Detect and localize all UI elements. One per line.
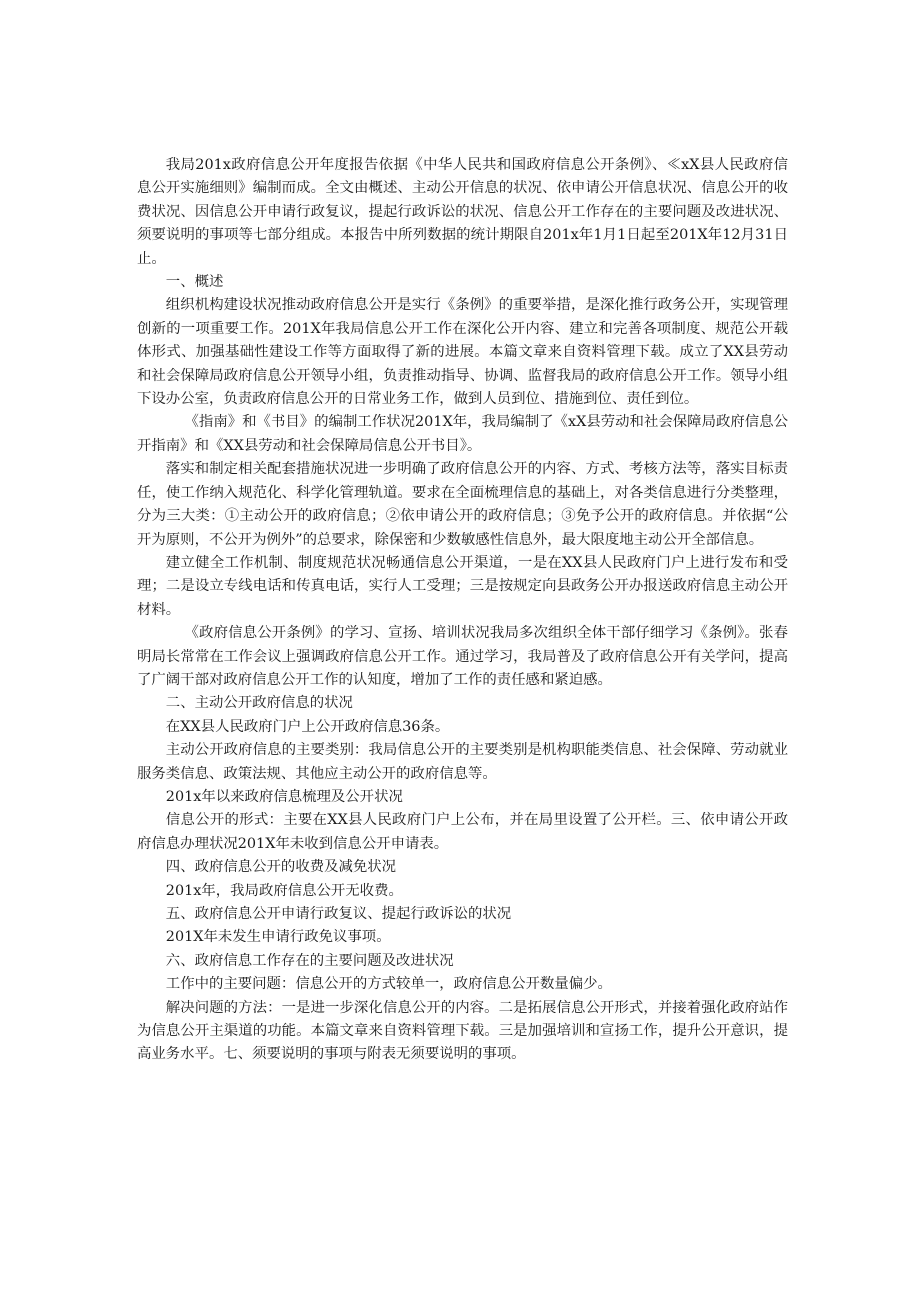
paragraph-organization: 组织机构建设状况推动政府信息公开是实行《条例》的重要举措，是深化推行政务公开，实现管理创新的一项重要工作。201X年我局信息公开工作在深化公开内容、建立和完善各项制度、规范公开载体形式、加强基础性建设工作等方面取得了新的进展。本篇文章来自资料管理下载。成立了XX县劳动和社会保障局政府信息公开领导小组，负责推动指导、协调、监督我局的政府信息公开工作。领导小组下设办公室，负责政府信息公开的日常业务工作，做到人员到位、措施到位、责任到位。 xyxy=(137,297,788,408)
section-heading-appeals: 五、政府信息公开申请行政复议、提起行政诉讼的状况 xyxy=(165,906,512,922)
paragraph-disclosure-form: 信息公开的形式：主要在XX县人民政府门户上公布，并在局里设置了公开栏。三、依申请公开政府信息办理状况201X年未收到信息公开申请表。 xyxy=(137,812,788,852)
section-heading-overview: 一、概述 xyxy=(165,274,224,291)
section-heading-active-disclosure: 二、主动公开政府信息的状况 xyxy=(165,695,353,712)
document-body xyxy=(137,154,788,1067)
paragraph-mechanism: 建立健全工作机制、制度规范状况畅通信息公开渠道，一是在XX县人民政府门户上进行发布和受理；二是设立专线电话和传真电话，实行人工受理；三是按规定向县政务公开办报送政府信息主动公开材料。 xyxy=(137,554,788,618)
paragraph-disclosure-categories: 主动公开政府信息的主要类别：我局信息公开的主要类别是机构职能类信息、社会保障、劳动就业服务类信息、政策法规、其他应主动公开的政府信息等。 xyxy=(137,742,788,782)
paragraph-fees: 201x年，我局政府信息公开无收费。 xyxy=(165,882,403,899)
section-heading-problems: 六、政府信息工作存在的主要问题及改进状况 xyxy=(165,952,454,969)
paragraph-disclosure-count: 在XX县人民政府门户上公开政府信息36条。 xyxy=(165,718,450,735)
paragraph-solutions: 解决问题的方法：一是进一步深化信息公开的内容。二是拓展信息公开形式，并接着强化政府站作为信息公开主渠道的功能。本篇文章来自资料管理下载。三是加强培训和宣扬工作，提升公开意识，提高业务水平。七、须要说明的事项与附表无须要说明的事项。 xyxy=(137,999,788,1063)
section-heading-fees: 四、政府信息公开的收费及减免状况 xyxy=(165,859,397,876)
intro-paragraph: 我局201x政府信息公开年度报告依据《中华人民共和国政府信息公开条例》、≪xX县人民政府信息公开实施细则》编制而成。全文由概述、主动公开信息的状况、依申请公开信息状况、信息公开的收费状况、因信息公开申请行政复议，提起行政诉讼的状况、信息公开工作存在的主要问题及改进状况、须要说明的事项等七部分组成。本报告中所列数据的统计期限自201x年1月1日起至201X年12月31日止。 xyxy=(137,157,788,267)
paragraph-measures: 落实和制定相关配套措施状况进一步明确了政府信息公开的内容、方式、考核方法等，落实目标责任，使工作纳入规范化、科学化管理轨道。要求在全面梳理信息的基础上，对各类信息进行分类整理，分为三大类：①主动公开的政府信息；②依申请公开的政府信息；③免予公开的政府信息。并依据“公开为原则，不公开为例外”的总要求，除保密和少数敏感性信息外，最大限度地主动公开全部信息。 xyxy=(137,461,788,548)
paragraph-appeals: 201X年未发生申请行政免议事项。 xyxy=(165,929,391,946)
paragraph-review-status: 201x年以来政府信息梳理及公开状况 xyxy=(165,788,403,805)
paragraph-problems: 工作中的主要问题：信息公开的方式较单一，政府信息公开数量偏少。 xyxy=(165,976,612,993)
paragraph-guide-catalog: 《指南》和《书目》的编制工作状况201X年，我局编制了《xX县劳动和社会保障局政府信息公开指南》和《XX县劳动和社会保障局信息公开书目》。 xyxy=(137,414,788,454)
paragraph-training: 《政府信息公开条例》的学习、宣扬、培训状况我局多次组织全体干部仔细学习《条例》。张春明局长常常在工作会议上强调政府信息公开工作。通过学习，我局普及了政府信息公开有关学问，提高了广阔干部对政府信息公开工作的认知度，增加了工作的责任感和紧迫感。 xyxy=(137,625,788,688)
